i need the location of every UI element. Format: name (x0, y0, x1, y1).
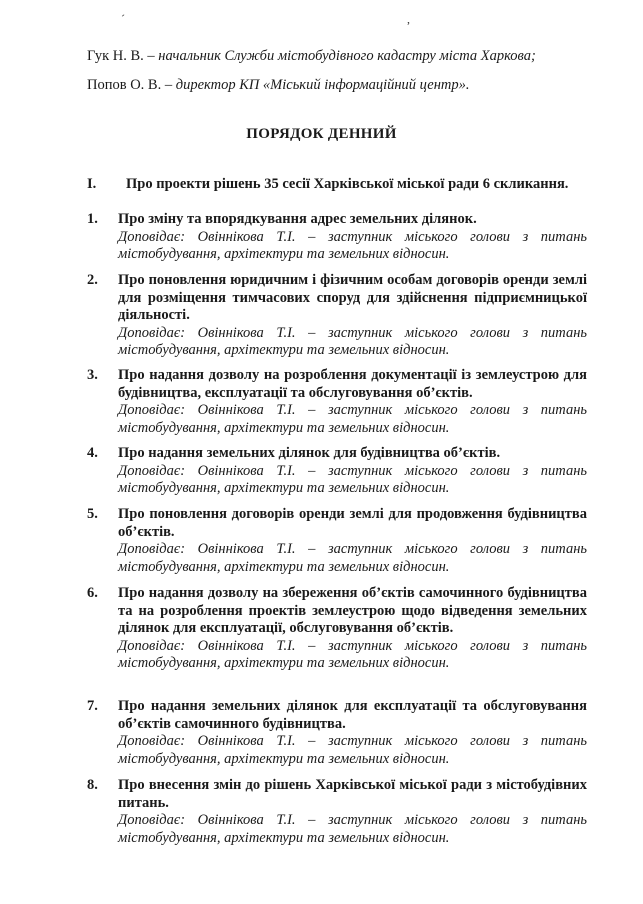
item-reporter (118, 541, 587, 576)
item-reporter (118, 733, 587, 768)
item-title: Про надання дозволу на збереження об’єктів самочинного будівництва та на розроблення проектів землеустрою щодо відведення земельних ділянок для експлуатації, обслуговування об’єктів. (118, 585, 587, 636)
item-title: Про надання земельних ділянок для експлуатації та обслуговування об’єктів самочинного будівництва. (118, 698, 587, 732)
scan-mark: ´ (121, 12, 125, 26)
section-title: Про проекти рішень 35 сесії Харківської міської ради 6 скликання. (126, 176, 569, 192)
item-title: Про надання дозволу на розроблення документації із землеустрою для будівництва, експлуатації та обслуговування об’єктів. (118, 367, 587, 401)
agenda-item (87, 211, 587, 264)
attendee-role: – директор КП «Міський інформаційний центр». (164, 77, 470, 93)
reporter-line: містобудування, архітектури та земельних відносин. (118, 419, 450, 436)
item-reporter (118, 229, 587, 264)
item-number: 6. (87, 585, 98, 601)
attendee-role: – начальник Служби містобудівного кадастру міста Харкова; (147, 48, 536, 64)
reporter-line: Доповідає: Овіннікова Т.І. – заступник міського голови з питань (118, 812, 587, 828)
reporter-line: містобудування, архітектури та земельних відносин. (118, 750, 450, 767)
item-reporter (118, 463, 587, 498)
agenda-item (87, 445, 587, 498)
reporter-line: містобудування, архітектури та земельних відносин. (118, 342, 450, 358)
item-title: Про поновлення юридичним і фізичним особам договорів оренди землі для розміщення тимчасових споруд для здійснення підприємницької діяльності. (118, 272, 587, 323)
item-number: 3. (87, 367, 98, 383)
item-number: 1. (87, 211, 98, 227)
section-number: I. (87, 176, 97, 192)
reporter-line: Доповідає: Овіннікова Т.І. – заступник міського голови з питань (118, 462, 587, 479)
item-title: Про поновлення договорів оренди землі для продовження будівництва об’єктів. (118, 506, 587, 540)
reporter-line: містобудування, архітектури та земельних відносин. (118, 829, 450, 846)
reporter-line: Доповідає: Овіннікова Т.І. – заступник міського голови з питань (118, 637, 587, 654)
reporter-line: містобудування, архітектури та земельних відносин. (118, 480, 450, 496)
item-number: 5. (87, 506, 98, 522)
item-reporter (118, 325, 587, 360)
item-number: 2. (87, 272, 98, 288)
attendee-name: Гук Н. В. (87, 48, 144, 64)
reporter-line: містобудування, архітектури та земельних відносин. (118, 558, 450, 575)
agenda-item (87, 585, 587, 673)
reporter-line: містобудування, архітектури та земельних відносин. (118, 246, 450, 262)
agenda-item (87, 506, 587, 576)
agenda-item (87, 777, 587, 847)
attendee-line (87, 48, 536, 65)
attendee-name: Попов О. В. (87, 77, 162, 93)
item-number: 7. (87, 698, 98, 714)
attendee-line (87, 77, 470, 94)
agenda-item (87, 272, 587, 360)
item-number: 4. (87, 445, 98, 461)
item-title: Про внесення змін до рішень Харківської міської ради з містобудівних питань. (118, 777, 587, 811)
item-title: Про зміну та впорядкування адрес земельних ділянок. (118, 211, 477, 227)
reporter-line: Доповідає: Овіннікова Т.І. – заступник міського голови з питань (118, 541, 587, 557)
agenda-item (87, 698, 587, 768)
reporter-line: Доповідає: Овіннікова Т.І. – заступник міського голови з питань (118, 228, 587, 245)
agenda-item (87, 367, 587, 437)
item-reporter (118, 402, 587, 437)
scan-mark: , (407, 12, 410, 26)
reporter-line: Доповідає: Овіннікова Т.І. – заступник міського голови з питань (118, 402, 587, 418)
reporter-line: містобудування, архітектури та земельних відносин. (118, 655, 450, 671)
item-title: Про надання земельних ділянок для будівництва об’єктів. (118, 445, 501, 461)
agenda-section (87, 176, 585, 193)
reporter-line: Доповідає: Овіннікова Т.І. – заступник міського голови з питань (118, 733, 587, 749)
item-reporter (118, 638, 587, 673)
item-reporter (118, 812, 587, 847)
agenda-title: ПОРЯДОК ДЕННИЙ (246, 126, 397, 142)
item-number: 8. (87, 777, 98, 793)
reporter-line: Доповідає: Овіннікова Т.І. – заступник міського голови з питань (118, 324, 587, 341)
